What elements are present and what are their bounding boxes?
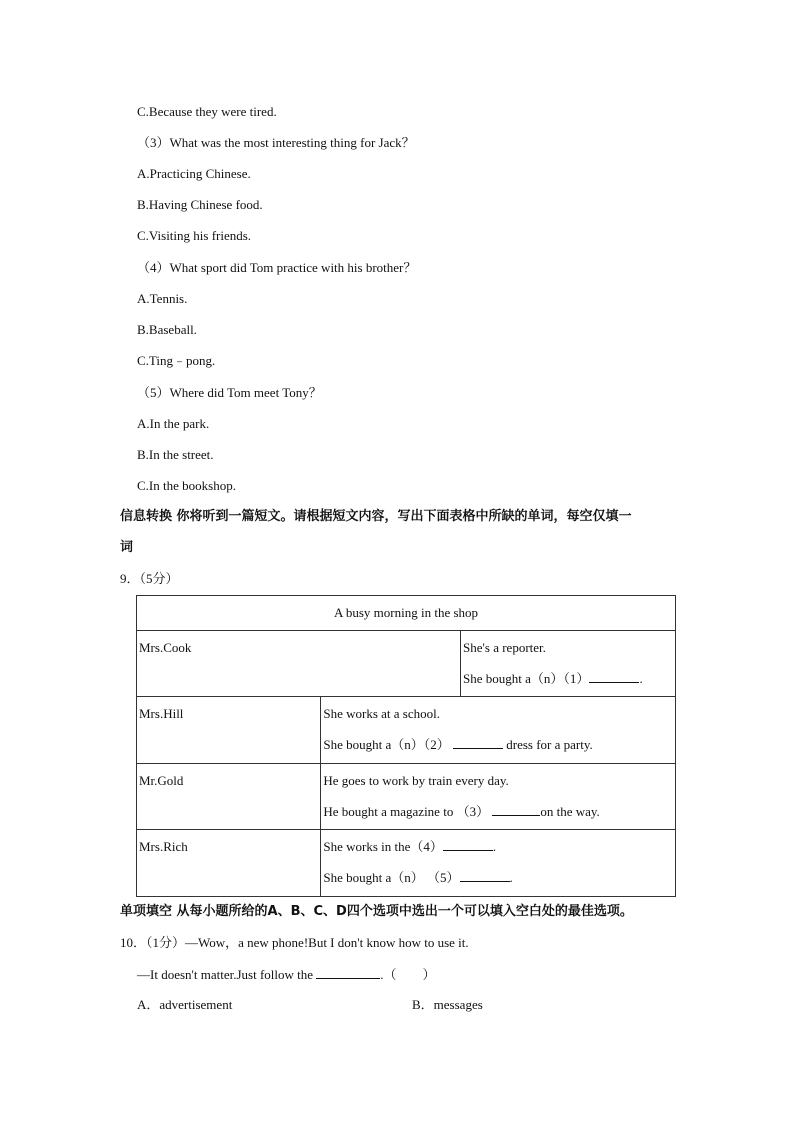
row-name-cell <box>137 631 461 697</box>
row-name-cell <box>137 697 321 764</box>
row-detail-cell <box>461 631 676 697</box>
row-line2 <box>323 862 673 893</box>
row-line1-suffix: . <box>492 839 497 854</box>
question-10-line2 <box>137 966 436 983</box>
info-transfer-instruction-line2: 词 <box>120 540 134 555</box>
row-line1: She works at a school. <box>323 706 440 721</box>
question-10-option-a[interactable]: A．advertisement <box>137 997 233 1012</box>
q3-option-c: C.Visiting his friends. <box>137 228 252 243</box>
table-row <box>137 764 676 830</box>
row-detail-cell <box>321 764 676 830</box>
row-line2-prefix: She bought a（n） （5） <box>323 870 460 885</box>
q2-option-c: C.Because they were tired. <box>137 104 277 119</box>
answer-blank-3[interactable] <box>492 803 540 816</box>
table-row <box>137 697 676 764</box>
row-name: Mrs.Hill <box>139 706 184 721</box>
row-name: Mr.Gold <box>139 773 184 788</box>
table-header-row <box>137 596 676 631</box>
row-line1 <box>323 831 673 862</box>
q3-option-a: A.Practicing Chinese. <box>137 166 251 181</box>
answer-blank-10[interactable] <box>316 966 380 979</box>
table-title: A busy morning in the shop <box>137 596 676 631</box>
row-line2-suffix: on the way. <box>540 804 600 819</box>
table-row <box>137 830 676 897</box>
row-line2-suffix: . <box>509 870 513 885</box>
q4-option-a: A.Tennis. <box>137 291 188 306</box>
answer-blank-2[interactable] <box>453 736 503 749</box>
row-line2 <box>323 729 673 760</box>
info-table <box>136 595 676 897</box>
question-10-line1: 10．（1分）—Wow，a new phone!But I don't know how to use it. <box>120 935 469 950</box>
question-9-number: 9．（5分） <box>120 571 179 586</box>
answer-blank-5[interactable] <box>460 869 510 882</box>
q5-question: （5）Where did Tom meet Tony？ <box>137 385 322 400</box>
row-line2 <box>323 796 673 827</box>
row-line2-prefix: She bought a（n）（1） <box>463 671 590 686</box>
row-line1-prefix: She works in the（4） <box>323 839 443 854</box>
row-line2-prefix: He bought a magazine to （3） <box>323 804 490 819</box>
question-10-option-b[interactable]: B．messages <box>412 997 483 1012</box>
row-name: Mrs.Cook <box>139 640 192 655</box>
row-detail-cell <box>321 697 676 764</box>
row-name: Mrs.Rich <box>139 839 188 854</box>
row-line1: She's a reporter. <box>463 640 546 655</box>
single-choice-instruction: 单项填空 从每小题所给的A、B、C、D四个选项中选出一个可以填入空白处的最佳选项。 <box>120 904 633 919</box>
q5-option-b: B.In the street. <box>137 447 214 462</box>
question-10-line2-suffix: .（ ） <box>380 967 436 982</box>
row-name-cell <box>137 830 321 897</box>
q4-option-c: C.Ting﹣pong. <box>137 353 216 368</box>
question-10-line2-prefix: —It doesn't matter.Just follow the <box>137 967 317 982</box>
q4-option-b: B.Baseball. <box>137 322 197 337</box>
row-line2-suffix: . <box>639 671 643 686</box>
row-line1: He goes to work by train every day. <box>323 773 509 788</box>
answer-blank-1[interactable] <box>589 670 639 683</box>
row-line2 <box>463 663 673 694</box>
q5-option-c: C.In the bookshop. <box>137 478 236 493</box>
row-line2-suffix: dress for a party. <box>503 737 593 752</box>
answer-blank-4[interactable] <box>443 838 493 851</box>
row-name-cell <box>137 764 321 830</box>
info-transfer-instruction-line1: 信息转换 你将听到一篇短文。请根据短文内容，写出下面表格中所缺的单词，每空仅填一 <box>120 509 632 524</box>
row-detail-cell <box>321 830 676 897</box>
q3-option-b: B.Having Chinese food. <box>137 197 263 212</box>
table-row <box>137 631 676 697</box>
q3-question: （3）What was the most interesting thing for Jack？ <box>137 135 415 150</box>
q5-option-a: A.In the park. <box>137 416 210 431</box>
q4-question: （4）What sport did Tom practice with his brother？ <box>137 260 417 275</box>
row-line2-prefix: She bought a（n）（2） <box>323 737 450 752</box>
